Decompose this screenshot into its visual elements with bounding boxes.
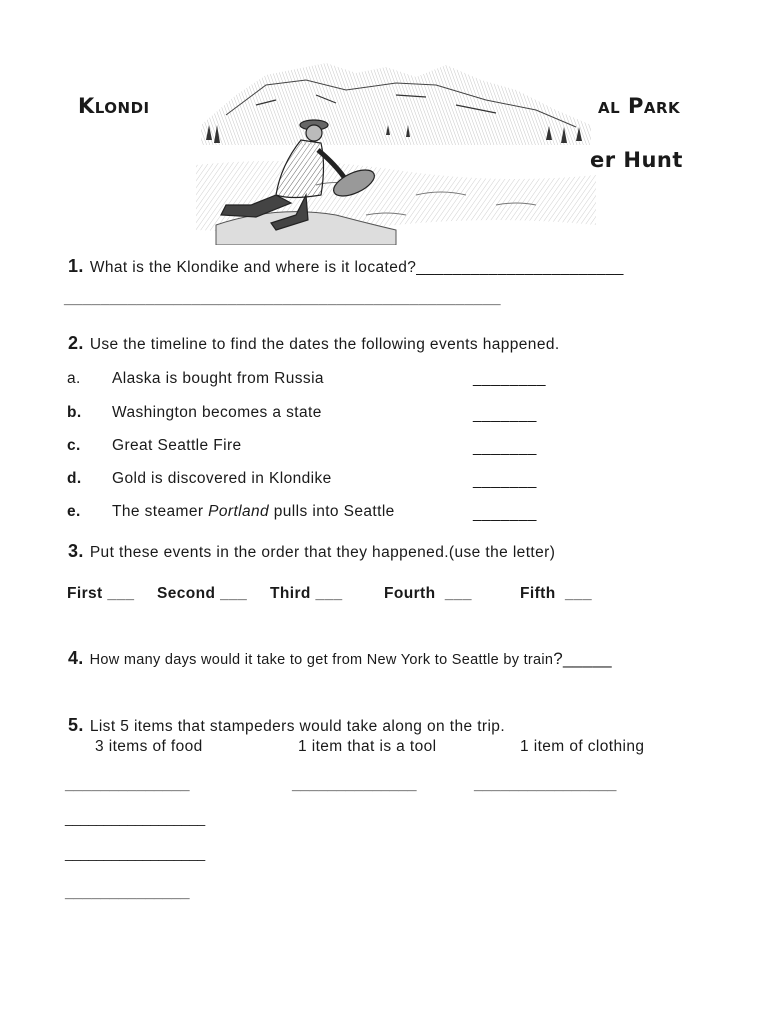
column-clothing: 1 item of clothing [520,738,645,755]
answer-line[interactable]: ________________________________________________ [64,290,501,307]
tool-line[interactable]: ______________ [292,776,417,793]
order-label: Fourth [384,585,436,602]
order-label: First [67,585,103,602]
item-text-b: Washington becomes a state [112,404,322,421]
question-4 [68,648,612,669]
item-blank-c[interactable]: _______ [473,439,537,456]
order-blank[interactable]: ___ [315,585,343,602]
question-number: 3. [68,541,84,561]
order-second [157,585,247,603]
order-blank[interactable]: ___ [565,585,593,602]
question-text: Put these events in the order that they happened.(use the letter) [89,544,556,561]
column-tool: 1 item that is a tool [298,738,437,755]
food-line-3[interactable]: __________________ [65,845,206,861]
item-blank-e[interactable]: _______ [473,505,537,522]
title-left: Klondi [78,94,150,118]
order-label: Third [270,585,311,602]
question-number: 1. [68,256,84,276]
column-food: 3 items of food [95,738,203,755]
item-letter-a: a. [67,370,81,387]
order-label: Fifth [520,585,556,602]
item-text-a: Alaska is bought from Russia [112,370,324,387]
order-third [270,585,343,603]
item-letter-c: c. [67,437,81,454]
item-text-d: Gold is discovered in Klondike [112,470,332,487]
item-text-e-before: The steamer [112,503,209,520]
question-2 [68,333,560,354]
food-line-4[interactable]: ______________ [65,884,190,901]
item-text-e [112,503,395,521]
question-5 [68,715,505,736]
clothing-line[interactable]: ________________ [474,776,617,793]
item-blank-d[interactable]: _______ [473,472,537,489]
item-text-c: Great Seattle Fire [112,437,242,454]
question-3 [68,541,555,562]
food-line-1[interactable]: ______________ [65,776,190,793]
order-blank[interactable]: ___ [444,585,472,602]
food-line-2[interactable]: __________________ [65,810,206,826]
item-letter-d: d. [67,470,82,487]
subtitle-right: er Hunt [590,148,683,172]
title-right: al Park [598,94,681,118]
question-1 [68,256,624,277]
ship-name: Portland [208,503,270,520]
order-label: Second [157,585,216,602]
item-letter-b: b. [67,404,82,421]
item-text-e-after: pulls into Seattle [269,503,395,520]
question-number: 4. [68,648,84,668]
order-fifth [520,585,592,603]
order-blank[interactable]: ___ [220,585,248,602]
item-blank-a[interactable]: ________ [473,370,546,387]
order-blank[interactable]: ___ [107,585,135,602]
question-text: How many days would it take to get from New York to Seattle by train [89,652,554,668]
item-letter-e: e. [67,503,81,520]
question-text: What is the Klondike and where is it located?_______________________ [89,259,624,276]
question-text: List 5 items that stampeders would take along on the trip. [89,718,506,735]
item-blank-b[interactable]: _______ [473,406,537,423]
prospector-illustration [196,55,596,245]
question-number: 5. [68,715,84,735]
question-number: 2. [68,333,84,353]
question-text: Use the timeline to find the dates the following events happened. [89,336,560,353]
answer-blank[interactable]: ?_____ [553,649,612,668]
order-first [67,585,134,603]
order-fourth [384,585,472,603]
